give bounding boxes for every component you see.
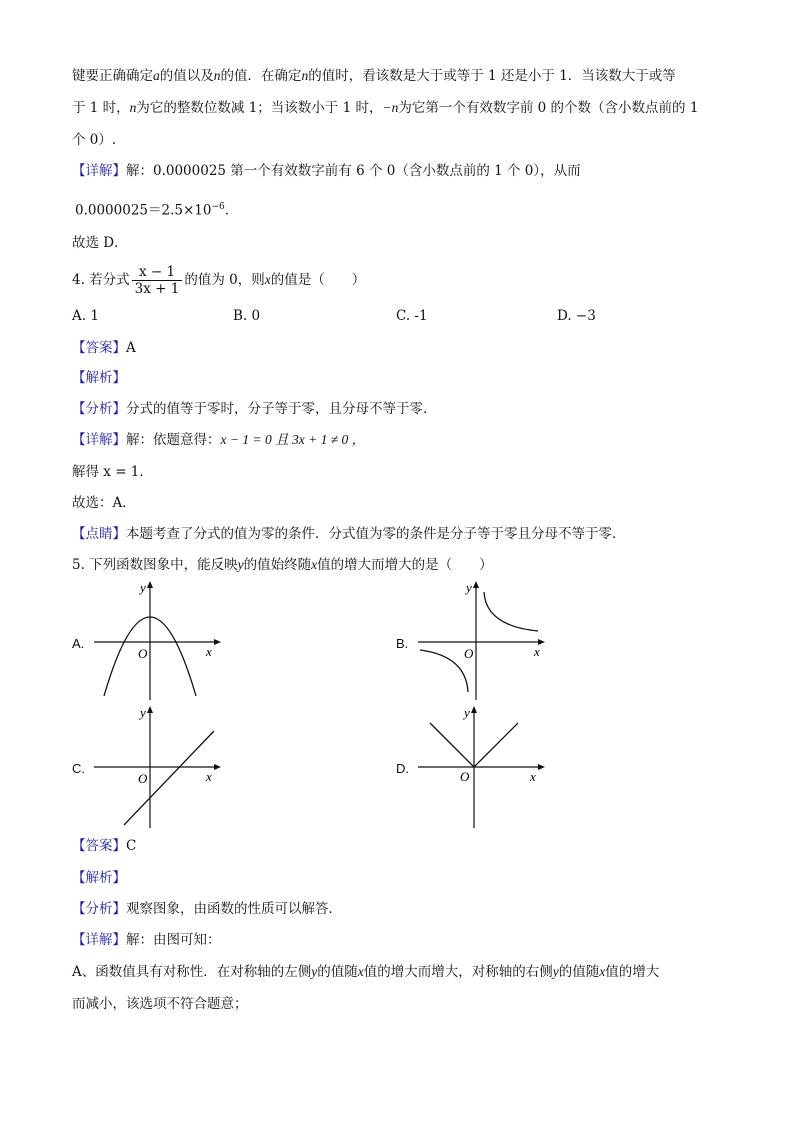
option-b: B. 0 (233, 308, 261, 324)
var: y (552, 964, 559, 979)
text: 的值．在确定 (220, 68, 302, 84)
origin-label: O (460, 769, 470, 784)
detail-tag: 【详解】 (72, 432, 126, 448)
origin-label: O (464, 646, 474, 661)
choose-line: 故选：A． (72, 495, 136, 511)
answer-value: C (126, 838, 137, 854)
graph-label-a: A. (72, 636, 85, 651)
answer-line (72, 338, 136, 358)
option-a-explanation (72, 962, 659, 982)
text: 为它第一个有效数字前 0 的个数（含小数点前的 1 (398, 100, 699, 116)
detail-tag: 【详解】 (72, 163, 126, 179)
x-axis-label: x (530, 769, 536, 784)
text: 于 1 时， (72, 100, 130, 116)
text: 分式的值等于零时，分子等于零，且分母不等于零． (126, 401, 437, 417)
var: a (153, 68, 160, 83)
text: ． (224, 202, 239, 219)
text: 值的增大 (605, 964, 660, 980)
denominator: 3x + 1 (134, 281, 180, 297)
analysis-line (72, 399, 437, 419)
detail-line (72, 161, 581, 181)
answer-value: A (126, 340, 136, 356)
y-axis-label: y (466, 580, 472, 595)
equation: x − 1 = 0 且 3x + 1 ≠ 0 ， (220, 432, 366, 447)
text: 5. 下列函数图象中，能反映 (72, 557, 238, 573)
text: 的值是（ ） (270, 272, 366, 288)
var: x (311, 557, 318, 572)
answer-tag: 【答案】 (72, 838, 126, 854)
question-4 (72, 262, 365, 298)
text: 值的增大而增大的是（ ） (317, 557, 493, 573)
text: 解：依题意得： (126, 432, 221, 448)
x-axis-label: x (534, 644, 540, 659)
text: 0.0000025＝2.5×10 (75, 202, 212, 219)
equation (75, 197, 238, 221)
analysis-tag: 【分析】 (72, 901, 126, 917)
origin-label: O (138, 646, 148, 661)
text-line (72, 66, 676, 86)
comment-line (72, 524, 626, 544)
graph-d-abs (414, 703, 549, 831)
var: y (311, 964, 318, 979)
text: 本题考查了分式的值为零的条件．分式值为零的条件是分子等于零且分母不等于零． (126, 526, 626, 542)
text: 解：由图可知： (126, 932, 221, 948)
analysis-tag: 【分析】 (72, 401, 126, 417)
var: x (357, 964, 364, 979)
text: 键要正确确定 (72, 68, 153, 84)
graph-label-d: D. (396, 761, 409, 776)
text: 的值随 (317, 964, 358, 980)
text: 的值时，看该数是大于或等于 1 还是小于 1．当该数大于或等 (308, 68, 676, 84)
detail-tag: 【详解】 (72, 932, 126, 948)
option-a: A. 1 (72, 308, 99, 324)
text: 的值为 0，则 (184, 272, 265, 288)
choose-line: 故选 D． (72, 235, 128, 251)
detail-line (72, 430, 365, 450)
y-axis-label: y (140, 580, 146, 595)
answer-line (72, 836, 136, 856)
text: 解：0.0000025 第一个有效数字前有 6 个 0（含小数点前的 1 个 0），从而 (126, 163, 581, 179)
jiexi-tag: 【解析】 (72, 870, 126, 886)
numerator: x − 1 (132, 264, 183, 281)
graph-a-parabola (90, 578, 225, 703)
detail-line (72, 930, 221, 950)
graph-label-c: C. (72, 761, 85, 776)
text: 的值始终随 (243, 557, 312, 573)
text-line (72, 98, 698, 118)
text: A、函数值具有对称性．在对称轴的左侧 (72, 964, 312, 980)
var: n (129, 100, 137, 115)
text-line: 而减小，该选项不符合题意； (72, 996, 248, 1012)
var: n (301, 68, 309, 83)
question-5 (72, 555, 493, 575)
fraction (132, 264, 183, 297)
var: x (599, 964, 606, 979)
text: 的值以及 (159, 68, 214, 84)
analysis-line (72, 899, 342, 919)
var: x (264, 272, 271, 287)
var: n (213, 68, 221, 83)
option-c: C. -1 (396, 308, 428, 324)
var: y (237, 557, 244, 572)
text-line: 个 0）. (72, 132, 117, 148)
var: −n (382, 100, 399, 115)
solve-line: 解得 x = 1． (72, 464, 153, 480)
graph-label-b: B. (396, 636, 409, 651)
x-axis-label: x (206, 769, 212, 784)
option-d: D. −3 (557, 308, 596, 324)
graph-c-line (90, 703, 225, 831)
text: 的值随 (558, 964, 600, 980)
text: 4. 若分式 (72, 272, 130, 288)
y-axis-label: y (464, 705, 470, 720)
text: 观察图象，由函数的性质可以解答． (126, 901, 342, 917)
exponent: −6 (211, 202, 225, 212)
graph-b-hyperbola (414, 578, 549, 703)
origin-label: O (138, 771, 148, 786)
y-axis-label: y (140, 705, 146, 720)
text: 为它的整数位数减 1；当该数小于 1 时， (136, 100, 383, 116)
comment-tag: 【点睛】 (72, 526, 126, 542)
jiexi-tag: 【解析】 (72, 370, 126, 386)
text: 值的增大而增大，对称轴的右侧 (363, 964, 553, 980)
x-axis-label: x (206, 644, 212, 659)
answer-tag: 【答案】 (72, 340, 126, 356)
